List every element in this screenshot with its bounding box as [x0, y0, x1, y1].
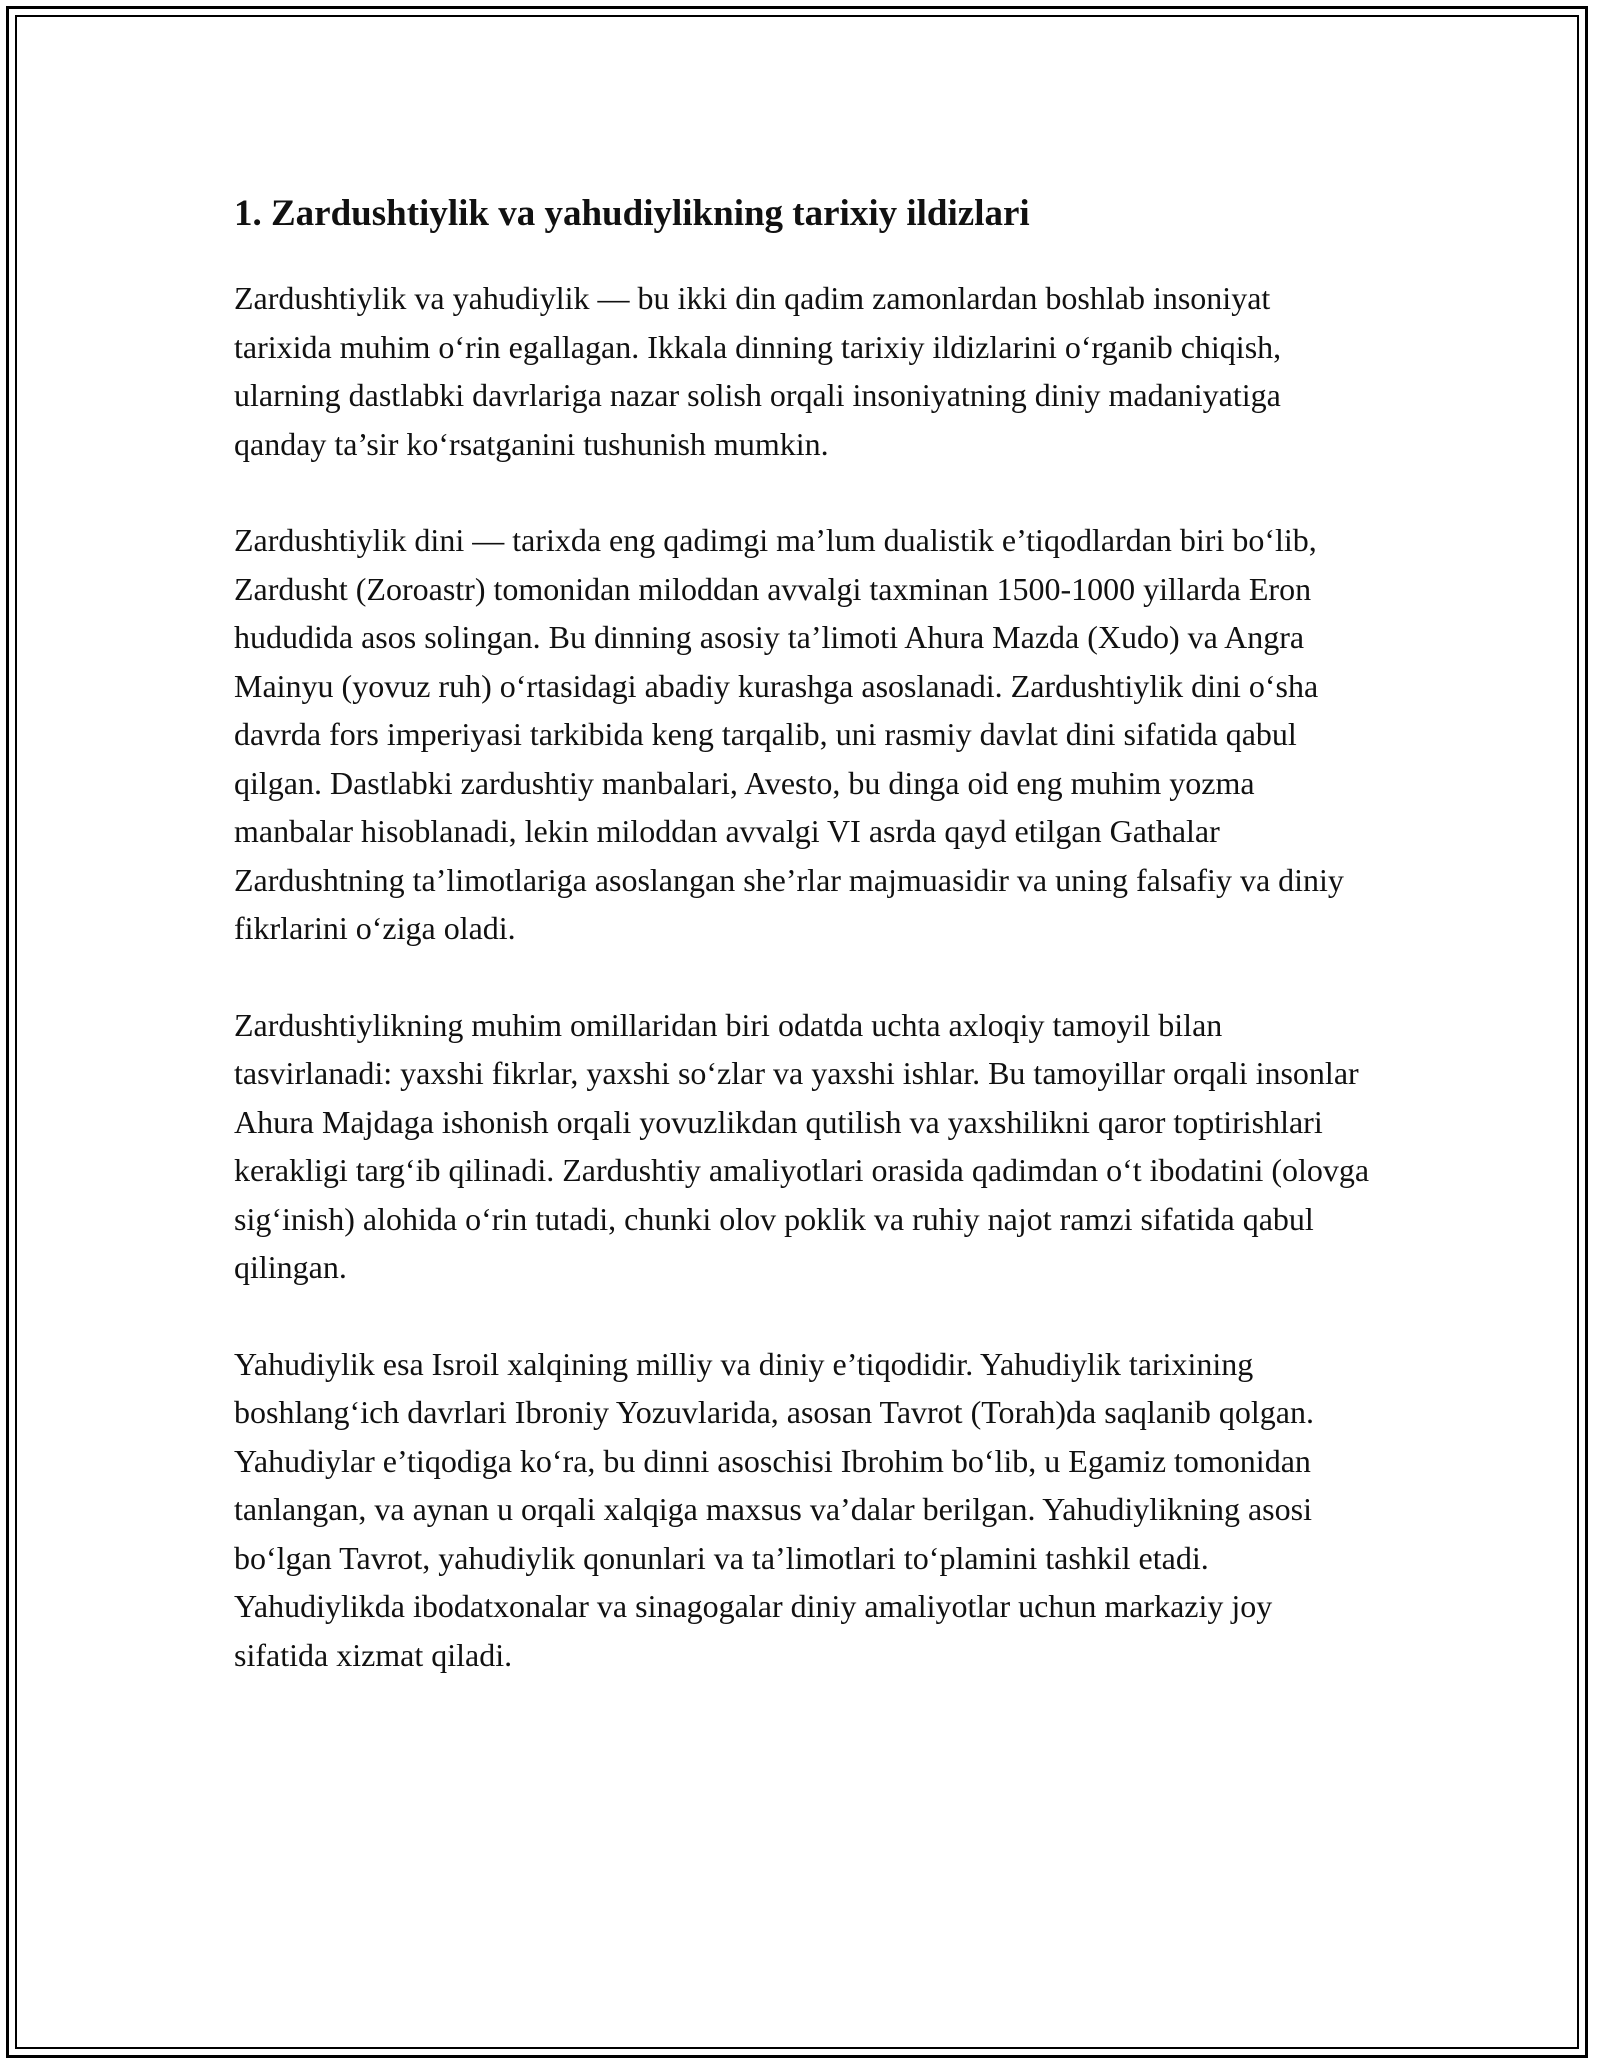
paragraph-zoroastrianism: Zardushtiylik dini — tarixda eng qadimgi ma’lum dualistik e’tiqodlardan biri bo‘lib, Zardusht (Zoroastr) tomonidan miloddan avvalgi taxminan 1500-1000 yillarda Eron hududida asos solingan. Bu dinning asosiy ta’limoti Ahura Mazda (Xudo) va Angra Mainyu (yovuz ruh) o‘rtasidagi abadiy kurashga asoslanadi. Zardushtiylik dini o‘sha davrda fors imperiyasi tarkibida keng tarqalib, uni rasmiy davlat dini sifatida qabul qilgan. Dastlabki zardushtiy manbalari, Avesto, bu dinga oid eng muhim yozma manbalar hisoblanadi, lekin miloddan avvalgi VI asrda qayd etilgan Gathalar Zardushtning ta’limotlariga asoslangan she’rlar majmuasidir va uning falsafiy va diniy fikrlarini o‘ziga oladi.: [234, 522, 1344, 946]
paragraph-judaism: Yahudiylik esa Isroil xalqining milliy va diniy e’tiqodidir. Yahudiylik tarixining boshlang‘ich davrlari Ibroniy Yozuvlarida, asosan Tavrot (Torah)da saqlanib qolgan. Yahudiylar e’tiqodiga ko‘ra, bu dinni asoschisi Ibrohim bo‘lib, u Egamiz tomonidan tanlangan, va aynan u orqali xalqiga maxsus va’dalar berilgan. Yahudiylikning asosi bo‘lgan Tavrot, yahudiylik qonunlari va ta’limotlari to‘plamini tashkil etadi. Yahudiylikda ibodatxonalar va sinagogalar diniy amaliyotlar uchun markaziy joy sifatida xizmat qiladi.: [234, 1345, 1314, 1673]
paragraph-ethical-principles: Zardushtiylikning muhim omillaridan biri odatda uchta axloqiy tamoyil bilan tasvirlanadi: yaxshi fikrlar, yaxshi so‘zlar va yaxshi ishlar. Bu tamoyillar orqali insonlar Ahura Majdaga ishonish orqali yovuzlikdan qutilish va yaxshilikni qaror toptirishlari kerakligi targ‘ib qilinadi. Zardushtiy amaliyotlari orasida qadimdan o‘t ibodatini (olovga sig‘inish) alohida o‘rin tutadi, chunki olov poklik va ruhiy najot ramzi sifatida qabul qilingan.: [234, 1006, 1370, 1285]
paragraph-intro: Zardushtiylik va yahudiylik — bu ikki din qadim zamonlardan boshlab insoniyat tarixida muhim o‘rin egallagan. Ikkala dinning tarixiy ildizlarini o‘rganib chiqish, ularning dastlabki davrlariga nazar solish orqali insoniyatning diniy madaniyatiga qanday ta’sir ko‘rsatganini tushunish mumkin.: [234, 280, 1282, 462]
document-body: [234, 190, 1374, 1727]
section-title: 1. Zardushtiylik va yahudiylikning tarixiy ildizlari: [234, 193, 1030, 234]
